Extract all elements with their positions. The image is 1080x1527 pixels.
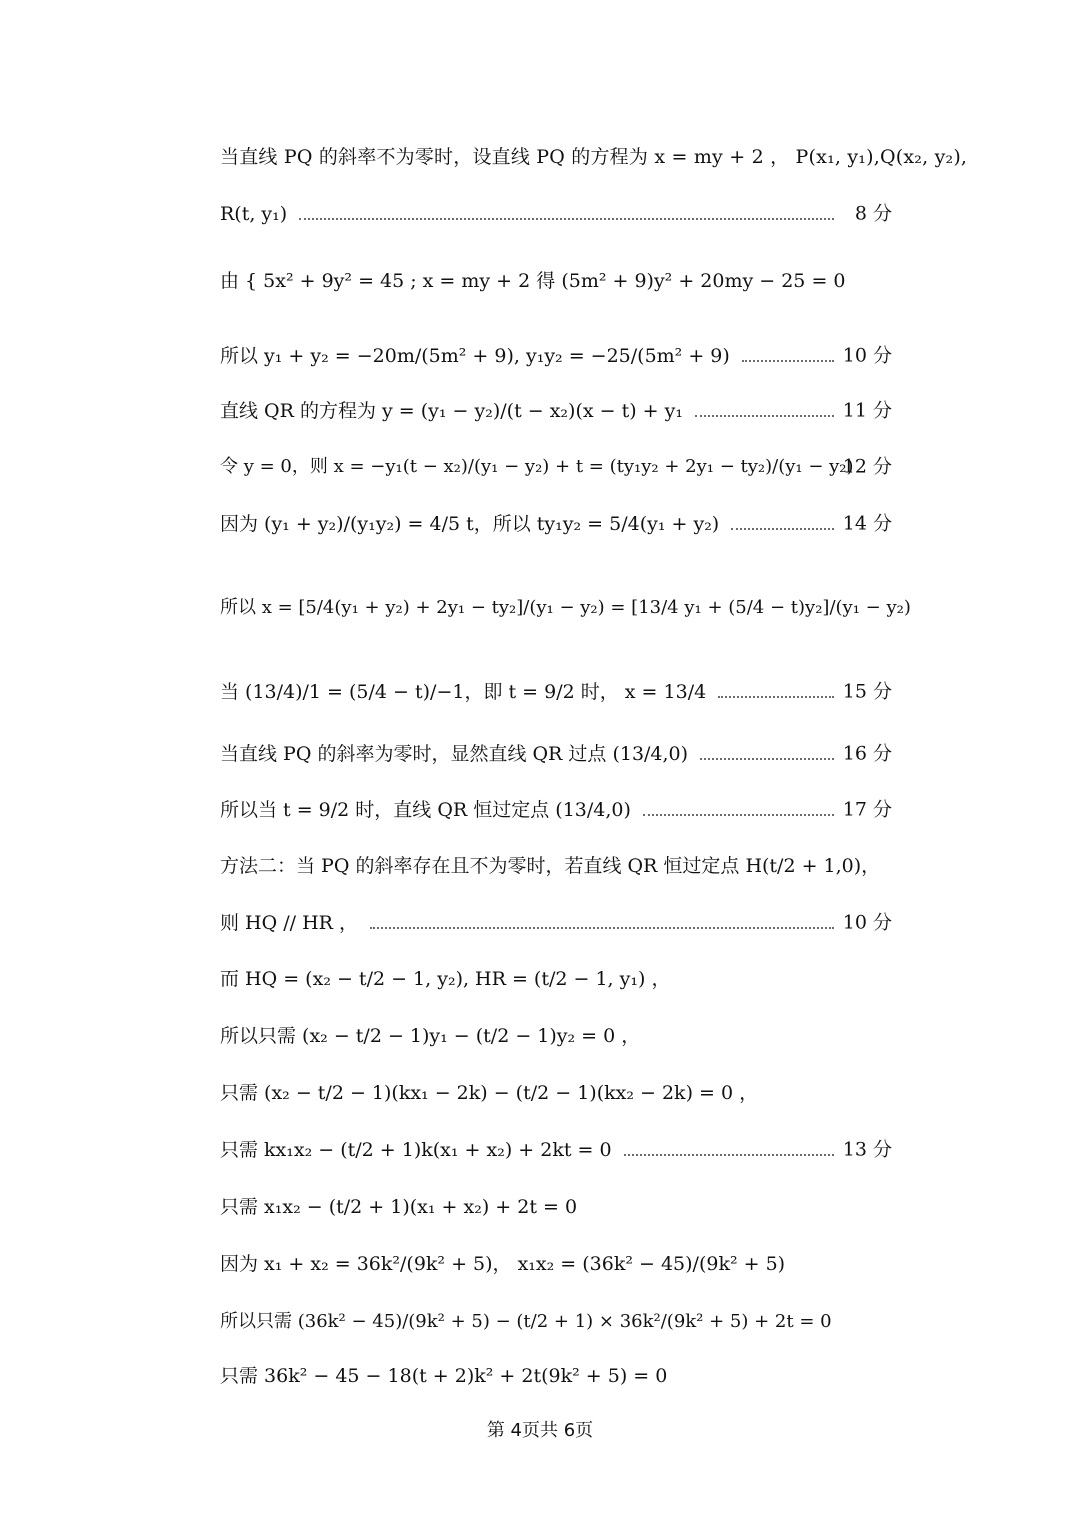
line-12 [220,855,892,878]
score-mark: 14 分 [842,512,892,535]
score-mark: 12 分 [842,455,892,478]
line-15 [220,1025,892,1048]
score-mark: 11 分 [842,399,892,422]
line-21 [220,1365,892,1388]
dot-leader [643,814,834,816]
line-2-text: R(t, y₁) [220,203,288,225]
line-4 [220,345,892,368]
line-7-text: 因为 (y₁ + y₂)/(y₁y₂) = 4/5 t，所以 ty₁y₂ = 5/4(y₁ + y₂) [220,513,720,535]
line-17 [220,1139,892,1162]
score-mark: 10 分 [842,344,892,367]
line-14-text: 而 HQ = (x₂ − t/2 − 1, y₂), HR = (t/2 − 1, y₁) ， [220,968,671,990]
line-20-text: 所以只需 (36k² − 45)/(9k² + 5) − (t/2 + 1) × 36k²/(9k² + 5) + 2t = 0 [220,1311,832,1332]
line-19-text: 因为 x₁ + x₂ = 36k²/(9k² + 5)， x₁x₂ = (36k² − 45)/(9k² + 5) [220,1253,786,1275]
line-6 [220,456,892,478]
score-mark: 13 分 [842,1138,892,1161]
score-mark: 15 分 [842,680,892,703]
line-4-text: 所以 y₁ + y₂ = −20m/(5m² + 9), y₁y₂ = −25/(5m² + 9) [220,345,730,367]
line-2 [220,203,892,226]
line-16 [220,1082,892,1105]
line-8 [220,596,911,619]
line-16-text: 只需 (x₂ − t/2 − 1)(kx₁ − 2k) − (t/2 − 1)(kx₂ − 2k) = 0 ， [220,1082,759,1104]
line-7 [220,513,892,536]
line-9 [220,681,892,704]
line-10 [220,743,892,766]
dot-leader [742,360,834,362]
line-1 [220,146,968,169]
line-6-text: 令 y = 0，则 x = −y₁(t − x₂)/(y₁ − y₂) + t = (ty₁y₂ + 2y₁ − ty₂)/(y₁ − y₂) [220,456,854,477]
line-14 [220,968,892,991]
line-3-text: 由 { 5x² + 9y² = 45 ; x = my + 2 得 (5m² + 9)y² + 20my − 25 = 0 [220,270,846,292]
line-11 [220,799,892,822]
line-8-text: 所以 x = [5/4(y₁ + y₂) + 2y₁ − ty₂]/(y₁ − y₂) = [13/4 y₁ + (5/4 − t)y₂]/(y₁ − y₂) [220,597,911,618]
line-13-text: 则 HQ // HR ， [220,912,358,934]
score-mark: 16 分 [842,742,892,765]
line-12-text: 方法二：当 PQ 的斜率存在且不为零时，若直线 QR 恒过定点 H(t/2 + 1,0)， [220,855,881,877]
line-18 [220,1196,892,1219]
line-9-text: 当 (13/4)/1 = (5/4 − t)/−1，即 t = 9/2 时， x = 13/4 [220,681,707,703]
dot-leader [700,758,834,760]
line-5 [220,400,892,423]
dot-leader [370,927,834,929]
line-10-text: 当直线 PQ 的斜率为零时，显然直线 QR 过点 (13/4,0) [220,743,689,765]
line-18-text: 只需 x₁x₂ − (t/2 + 1)(x₁ + x₂) + 2t = 0 [220,1196,578,1218]
line-5-text: 直线 QR 的方程为 y = (y₁ − y₂)/(t − x₂)(x − t) + y₁ [220,400,683,422]
line-17-text: 只需 kx₁x₂ − (t/2 + 1)k(x₁ + x₂) + 2kt = 0 [220,1139,612,1161]
score-mark: 10 分 [842,911,892,934]
dot-leader [624,1154,834,1156]
line-20 [220,1310,892,1333]
page-footer: 第 4页共 6页 [486,1420,594,1441]
line-1-text: 当直线 PQ 的斜率不为零时，设直线 PQ 的方程为 x = my + 2 ， P(x₁, y₁),Q(x₂, y₂), [220,146,968,168]
line-3 [220,270,892,293]
dot-leader [695,415,834,417]
dot-leader [731,528,834,530]
line-11-text: 所以当 t = 9/2 时，直线 QR 恒过定点 (13/4,0) [220,799,631,821]
dot-leader [718,696,834,698]
line-21-text: 只需 36k² − 45 − 18(t + 2)k² + 2t(9k² + 5) = 0 [220,1365,668,1387]
score-mark: 8 分 [854,202,892,225]
line-19 [220,1253,892,1276]
dot-leader [299,218,834,220]
line-13 [220,912,892,935]
line-15-text: 所以只需 (x₂ − t/2 − 1)y₁ − (t/2 − 1)y₂ = 0 ， [220,1025,641,1047]
score-mark: 17 分 [842,798,892,821]
